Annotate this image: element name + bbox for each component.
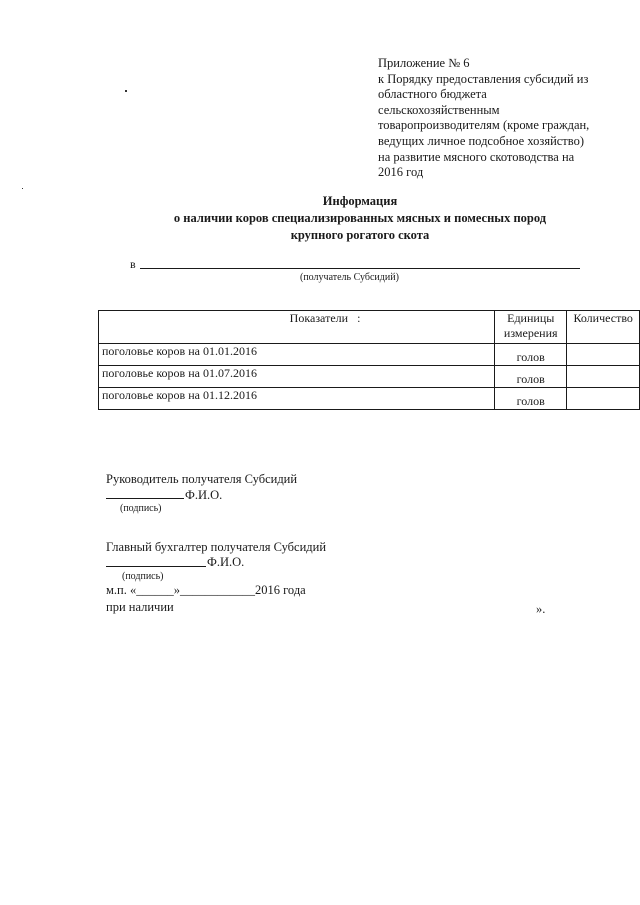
- recipient-caption: (получатель Субсидий): [300, 272, 399, 283]
- recipient-prefix: в: [130, 257, 136, 271]
- table-header-row: [99, 311, 640, 344]
- stamp-suffix: 2016 года: [254, 583, 306, 597]
- annex-line: областного бюджета: [378, 87, 487, 102]
- head-signature-caption: (подпись): [120, 503, 162, 514]
- annex-line: Приложение № 6: [378, 56, 470, 70]
- head-fio: Ф.И.О.: [185, 488, 223, 502]
- header-units: Единицы измерения: [495, 311, 567, 344]
- stamp-mid: »: [173, 583, 180, 597]
- annex-line: 2016 год: [378, 165, 424, 180]
- head-title: Руководитель получателя Субсидий: [106, 472, 298, 486]
- annex-line: товаропроизводителям (кроме граждан,: [378, 118, 590, 133]
- accountant-title: Главный бухгалтер получателя Субсидий: [106, 540, 327, 554]
- cell-unit: голов: [495, 344, 567, 366]
- cell-unit: голов: [495, 388, 567, 410]
- scan-speck: [125, 90, 127, 92]
- header-quantity: Количество: [567, 311, 640, 344]
- header-indicators-label: Показатели: [289, 311, 349, 325]
- table-row: [99, 388, 640, 410]
- stamp-date-line: [106, 583, 306, 598]
- annex-line: на развитие мясного скотоводства на: [378, 149, 575, 164]
- date-day-blank[interactable]: ______: [136, 583, 174, 597]
- title-line-2: о наличии коров специализированных мясных и помесных пород: [173, 211, 547, 225]
- annex-header: [378, 56, 628, 181]
- header-mark: :: [357, 311, 361, 325]
- annex-line: сельскохозяйственным: [378, 102, 500, 117]
- cell-indicator: поголовье коров на 01.07.2016: [99, 366, 495, 388]
- cell-indicator: поголовье коров на 01.01.2016: [99, 344, 495, 366]
- if-any-note: при наличии: [106, 600, 174, 614]
- cell-indicator: поголовье коров на 01.12.2016: [99, 388, 495, 410]
- recipient-field-line: [140, 253, 580, 269]
- header-indicators: [99, 311, 495, 344]
- accountant-signature-caption: (подпись): [122, 571, 164, 582]
- livestock-table: [98, 310, 640, 410]
- head-signature-line[interactable]: [106, 488, 184, 499]
- accountant-fio: Ф.И.О.: [207, 555, 245, 569]
- cell-quantity[interactable]: [567, 344, 640, 366]
- cell-quantity[interactable]: [567, 388, 640, 410]
- title-line-1: Информация: [322, 194, 398, 208]
- date-month-blank[interactable]: ____________: [179, 583, 255, 597]
- accountant-signature-line[interactable]: [106, 556, 206, 567]
- title-line-3: крупного рогатого скота: [290, 228, 430, 242]
- cell-unit: голов: [495, 366, 567, 388]
- annex-line: ведущих личное подсобное хозяйство): [378, 133, 584, 148]
- scan-speck: [22, 188, 23, 189]
- table-row: [99, 344, 640, 366]
- stamp-prefix: м.п. «: [106, 583, 137, 597]
- document-title: [0, 193, 640, 244]
- closing-quote: ».: [536, 602, 546, 616]
- annex-line: к Порядку предоставления субсидий из: [378, 71, 589, 86]
- cell-quantity[interactable]: [567, 366, 640, 388]
- table-row: [99, 366, 640, 388]
